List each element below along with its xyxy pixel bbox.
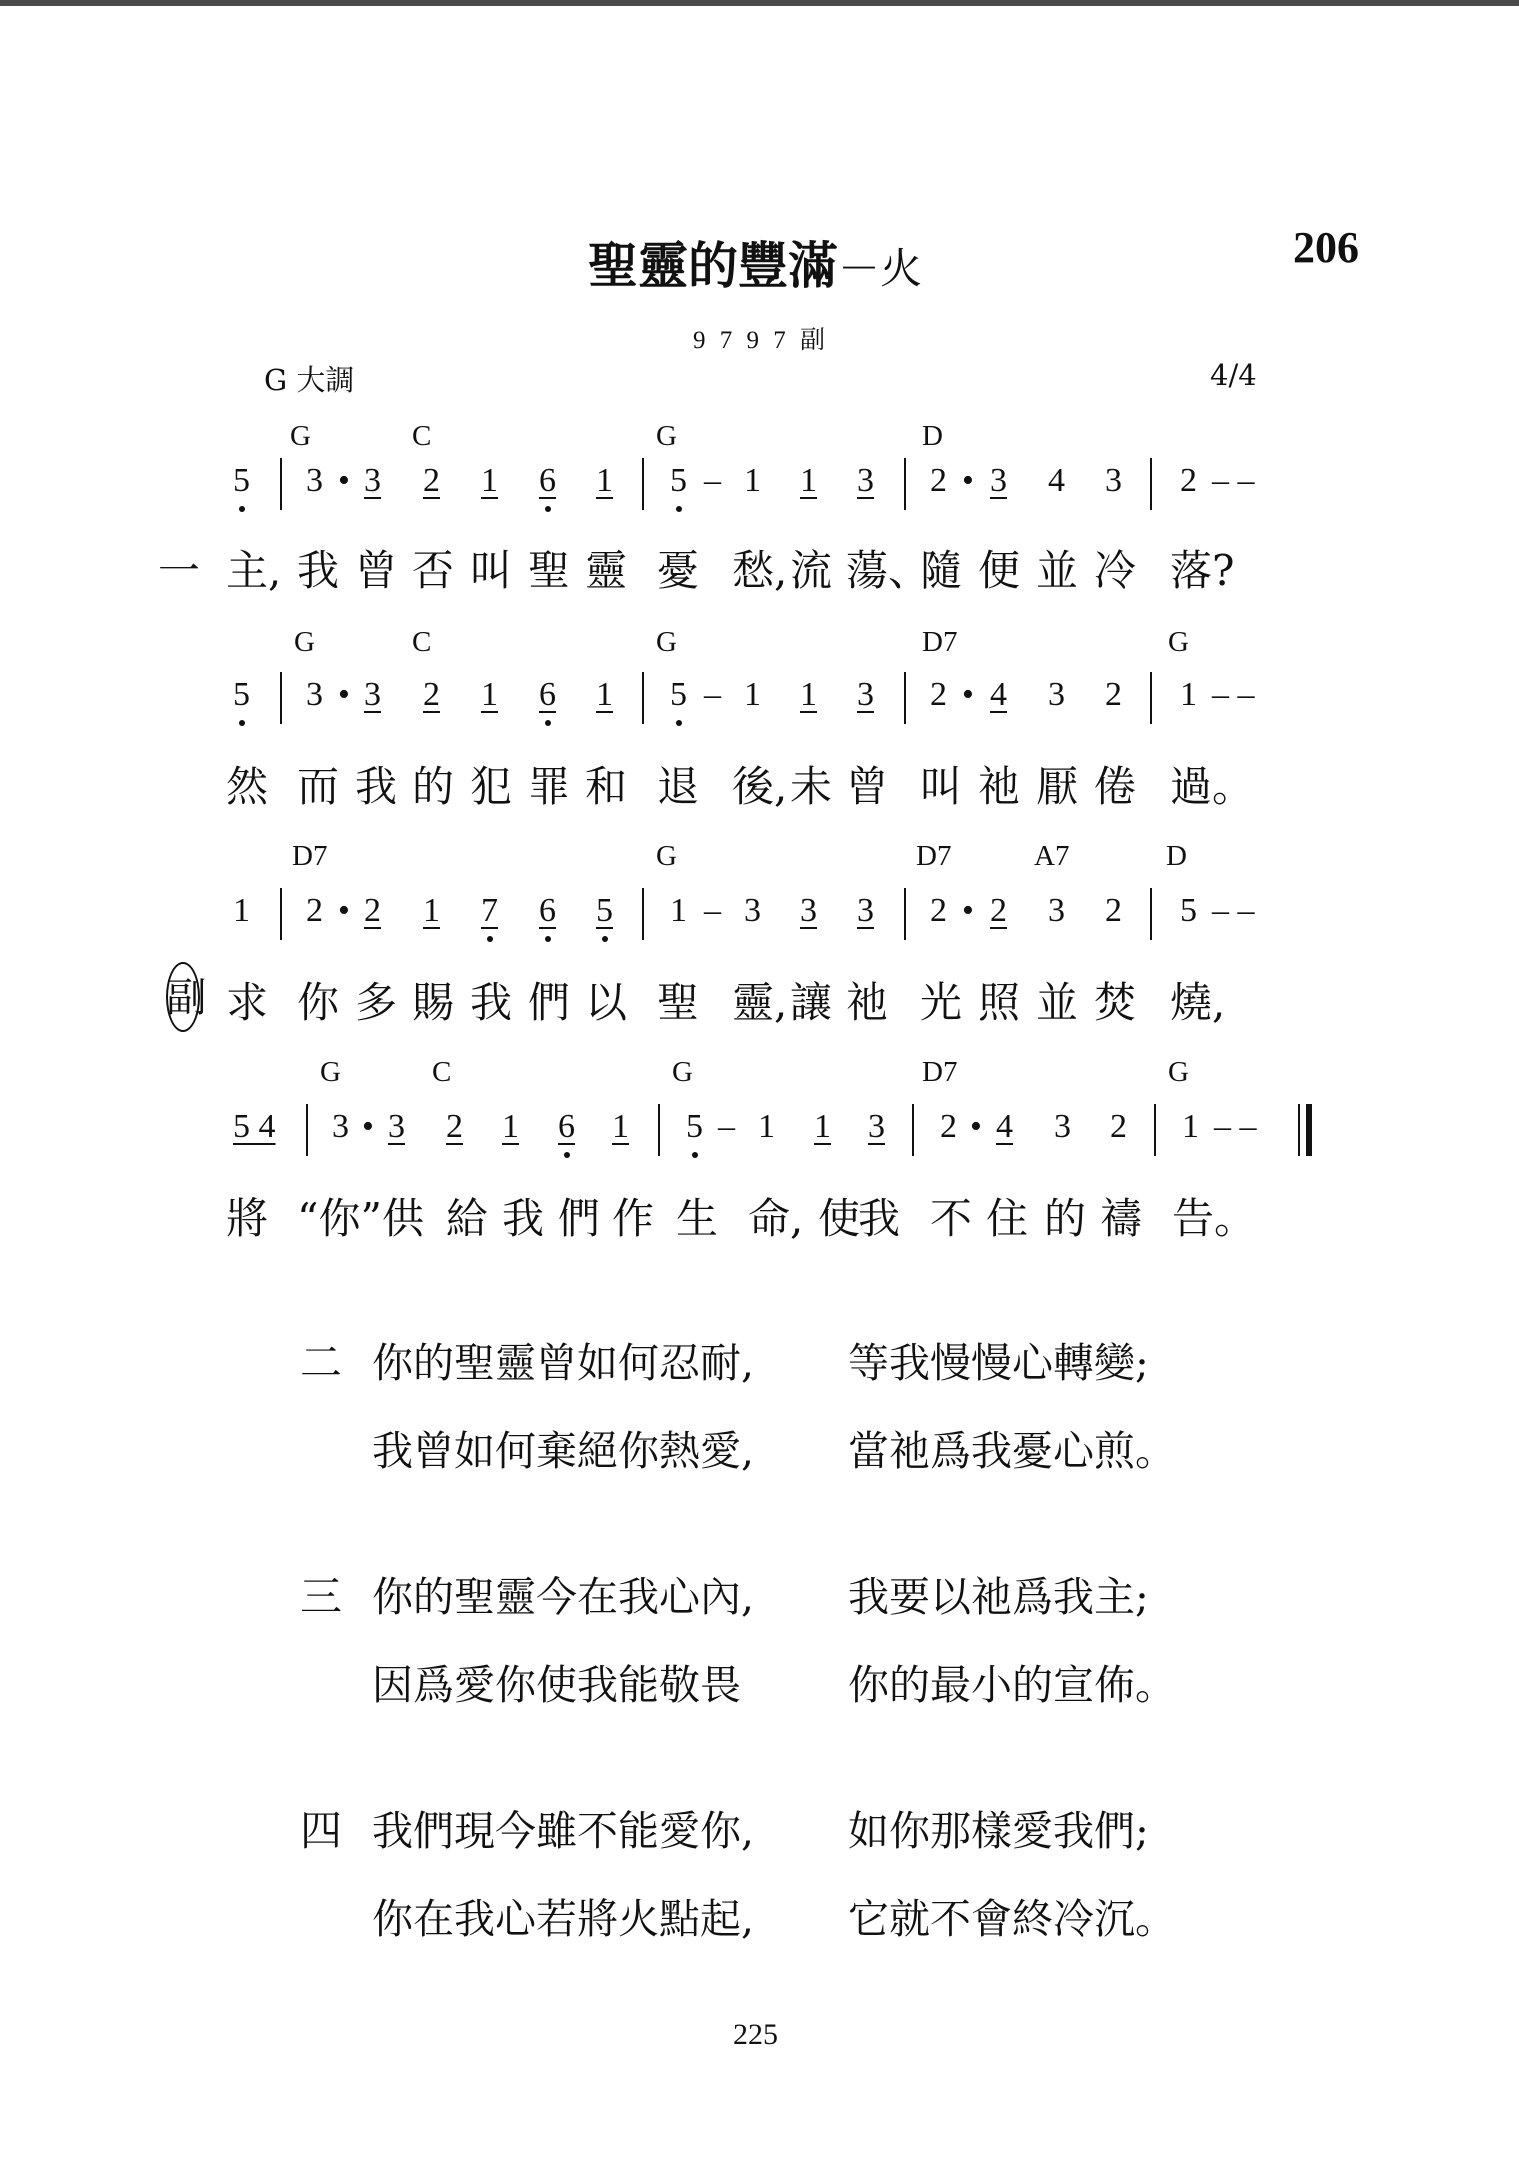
- chord: G: [1168, 626, 1189, 658]
- verse-line: 我要以祂爲我主;: [848, 1573, 1149, 1621]
- lyric-syllable: 叫: [920, 762, 963, 811]
- barline: [904, 888, 906, 940]
- lyric-syllable: 我: [470, 978, 513, 1027]
- verse-line: 你在我心若將火點起,: [372, 1895, 755, 1943]
- lyric-syllable: 賜: [412, 978, 455, 1027]
- note: 5: [233, 676, 250, 713]
- note: 5 4: [233, 1108, 276, 1145]
- note: 1: [744, 462, 761, 499]
- note: 1: [481, 462, 498, 499]
- verse-label: 二: [300, 1338, 343, 1387]
- hymn-title-main: 聖靈的豐滿: [588, 237, 838, 295]
- lyric-syllable: 你: [297, 978, 340, 1027]
- lyric-syllable: 而: [297, 762, 340, 811]
- chord: G: [294, 626, 315, 658]
- note: 1: [1182, 1108, 1199, 1145]
- verse-label: 四: [300, 1806, 343, 1855]
- note: 1: [596, 462, 613, 499]
- hymn-title-suffix: －火: [838, 244, 923, 293]
- note: 3: [800, 892, 817, 929]
- lyric-syllable: 愁,: [732, 546, 788, 595]
- lyric-syllable: 落?: [1170, 546, 1235, 595]
- lyric-syllable: 罪: [528, 762, 571, 811]
- note: 2: [1180, 462, 1197, 499]
- dot-rhythm: •: [962, 892, 974, 929]
- chord: G: [656, 420, 677, 452]
- note: 3: [306, 462, 323, 499]
- lyric-syllable: 隨: [920, 546, 963, 595]
- lyric-syllable: 以: [585, 978, 628, 1027]
- dash: – –: [1212, 676, 1255, 713]
- chord: D7: [916, 840, 952, 872]
- lyric-syllable: 們: [558, 1194, 601, 1243]
- dot-rhythm: •: [962, 462, 974, 499]
- lyric-syllable: 叫: [470, 546, 513, 595]
- note: 6: [558, 1108, 575, 1145]
- lyric-syllable: 曾: [355, 546, 398, 595]
- verse-line: 它就不會終冷沉。: [848, 1895, 1176, 1943]
- barline: [280, 888, 282, 940]
- barline: [306, 1104, 308, 1156]
- barline: [1154, 1104, 1156, 1156]
- lyric-syllable: 憂: [657, 546, 700, 595]
- lyric-syllable: 禱: [1100, 1194, 1143, 1243]
- note: 4: [990, 676, 1007, 713]
- lyric-syllable: 我: [858, 1194, 901, 1243]
- lyric-syllable: 退: [657, 762, 700, 811]
- chord: D: [1166, 840, 1187, 872]
- lyric-syllable: 給: [446, 1194, 489, 1243]
- meter: 9 7 9 7 副: [693, 327, 830, 354]
- note: 1: [233, 892, 250, 929]
- verse-line: 等我慢慢心轉變;: [848, 1339, 1149, 1387]
- barline: [658, 1104, 660, 1156]
- chord: D7: [922, 626, 958, 658]
- note: 1: [596, 676, 613, 713]
- hymn-title: [588, 226, 922, 298]
- lyric-syllable: 靈: [585, 546, 628, 595]
- lyric-syllable: 冷: [1094, 546, 1137, 595]
- lyric-syllable: 流: [790, 546, 833, 595]
- lyric-syllable: 們: [528, 978, 571, 1027]
- chord: D7: [292, 840, 328, 872]
- lyric-syllable: 未: [790, 762, 833, 811]
- lyric-syllable: 使: [818, 1194, 861, 1243]
- lyric-syllable: 祂: [978, 762, 1021, 811]
- note: 2: [423, 462, 440, 499]
- dash: –: [704, 892, 721, 929]
- note: 3: [990, 462, 1007, 499]
- lyric-syllable: 和: [585, 762, 628, 811]
- dot-rhythm: •: [962, 676, 974, 713]
- lyric-syllable: 將: [226, 1194, 269, 1243]
- barline: [1150, 672, 1152, 724]
- verse-line: 你的聖靈今在我心內,: [372, 1573, 755, 1621]
- time-signature: 4/4: [1210, 358, 1257, 392]
- dash: –: [718, 1108, 735, 1145]
- note: 2: [930, 676, 947, 713]
- note: 3: [1048, 676, 1065, 713]
- lyric-syllable: 厭: [1036, 762, 1079, 811]
- lyric-syllable: 聖: [657, 978, 700, 1027]
- lyric-syllable: “你”供: [297, 1194, 424, 1243]
- lyric-syllable: 祂: [846, 978, 889, 1027]
- note: 2: [364, 892, 381, 929]
- note: 1: [502, 1108, 519, 1145]
- lyric-syllable: 便: [978, 546, 1021, 595]
- lyric-syllable: 住: [986, 1194, 1029, 1243]
- lyric-syllable: 照: [978, 978, 1021, 1027]
- lyric-syllable: 靈,: [732, 978, 788, 1027]
- barline: [642, 458, 644, 510]
- note: 1: [670, 892, 687, 929]
- lyric-syllable: 命,: [748, 1194, 804, 1243]
- note: 4: [996, 1108, 1013, 1145]
- note: 1: [481, 676, 498, 713]
- lyric-syllable: 我: [297, 546, 340, 595]
- lyric-syllable: 曾: [846, 762, 889, 811]
- verse-line: 我們現今雖不能愛你,: [372, 1807, 755, 1855]
- note: 3: [306, 676, 323, 713]
- lyric-syllable: 犯: [470, 762, 513, 811]
- note: 3: [1105, 462, 1122, 499]
- note: 3: [857, 462, 874, 499]
- note: 2: [306, 892, 323, 929]
- dash: – –: [1212, 462, 1255, 499]
- note: 7: [481, 892, 498, 929]
- barline: [912, 1104, 914, 1156]
- note: 4: [1048, 462, 1065, 499]
- note: 2: [990, 892, 1007, 929]
- note: 5: [670, 676, 687, 713]
- verse-line: 當祂爲我憂心煎。: [848, 1427, 1176, 1475]
- note: 6: [539, 892, 556, 929]
- dash: –: [704, 462, 721, 499]
- note: 2: [446, 1108, 463, 1145]
- note: 1: [800, 676, 817, 713]
- note: 1: [1180, 676, 1197, 713]
- refrain-label: 副: [160, 976, 206, 1016]
- chord: G: [672, 1056, 693, 1088]
- note: 3: [857, 676, 874, 713]
- page-number: 225: [733, 2018, 778, 2051]
- note: 2: [1105, 676, 1122, 713]
- chord: C: [432, 1056, 452, 1088]
- dot-rhythm: •: [970, 1108, 982, 1145]
- note: 1: [814, 1108, 831, 1145]
- lyric-syllable: 光: [920, 978, 963, 1027]
- note: 3: [1048, 892, 1065, 929]
- verse-line: 你的聖靈曾如何忍耐,: [372, 1339, 755, 1387]
- lyric-syllable: 告。: [1172, 1194, 1257, 1243]
- note: 5: [670, 462, 687, 499]
- lyric-syllable: 蕩、: [846, 546, 931, 595]
- lyric-syllable: 求: [226, 978, 269, 1027]
- verse-line: 因爲愛你使我能敬畏: [372, 1661, 741, 1709]
- dot-rhythm: •: [362, 1108, 374, 1145]
- note: 3: [868, 1108, 885, 1145]
- lyric-syllable: 焚: [1094, 978, 1137, 1027]
- chord: G: [656, 840, 677, 872]
- dot-rhythm: •: [338, 676, 350, 713]
- note: 3: [744, 892, 761, 929]
- hymn-number: 206: [1293, 223, 1359, 272]
- note: 3: [364, 462, 381, 499]
- note: 3: [1054, 1108, 1071, 1145]
- note: 3: [364, 676, 381, 713]
- lyric-syllable: 後,: [732, 762, 788, 811]
- lyric-syllable: 生: [676, 1194, 719, 1243]
- lyric-syllable: 倦: [1094, 762, 1137, 811]
- barline: [904, 458, 906, 510]
- final-barline-thick: [1306, 1104, 1312, 1156]
- lyric-syllable: 我: [502, 1194, 545, 1243]
- barline: [280, 672, 282, 724]
- note: 1: [800, 462, 817, 499]
- lyric-syllable: 多: [355, 978, 398, 1027]
- lyric-syllable: 讓: [790, 978, 833, 1027]
- note: 2: [423, 676, 440, 713]
- barline: [642, 672, 644, 724]
- dash: – –: [1214, 1108, 1257, 1145]
- chord: D7: [922, 1056, 958, 1088]
- lyric-syllable: 否: [412, 546, 455, 595]
- lyric-syllable: 我: [355, 762, 398, 811]
- chord: C: [412, 420, 432, 452]
- barline: [1150, 888, 1152, 940]
- note: 2: [1110, 1108, 1127, 1145]
- note: 5: [686, 1108, 703, 1145]
- note: 1: [758, 1108, 775, 1145]
- dash: – –: [1212, 892, 1255, 929]
- note: 3: [388, 1108, 405, 1145]
- note: 2: [930, 892, 947, 929]
- chord: G: [320, 1056, 341, 1088]
- lyric-syllable: 主,: [226, 546, 282, 595]
- note: 3: [332, 1108, 349, 1145]
- verse-line: 我曾如何棄絕你熱愛,: [372, 1427, 755, 1475]
- final-barline-thin: [1298, 1104, 1300, 1156]
- lyric-syllable: 的: [1044, 1194, 1087, 1243]
- top-border: [0, 0, 1519, 6]
- verse-label: 三: [300, 1572, 343, 1621]
- lyric-syllable: 不: [930, 1194, 973, 1243]
- lyric-syllable: 過。: [1170, 762, 1255, 811]
- lyric-syllable: 並: [1036, 978, 1079, 1027]
- note: 3: [857, 892, 874, 929]
- lyric-syllable: 並: [1036, 546, 1079, 595]
- verse-line: 你的最小的宣佈。: [848, 1661, 1176, 1709]
- note: 2: [940, 1108, 957, 1145]
- note: 6: [539, 676, 556, 713]
- note: 6: [539, 462, 556, 499]
- lyric-syllable: 聖: [528, 546, 571, 595]
- lyric-syllable: 的: [412, 762, 455, 811]
- note: 2: [930, 462, 947, 499]
- note: 1: [423, 892, 440, 929]
- note: 5: [596, 892, 613, 929]
- chord: D: [922, 420, 943, 452]
- lyric-syllable: 作: [612, 1194, 655, 1243]
- note: 1: [612, 1108, 629, 1145]
- key-signature: G 大調: [264, 363, 355, 397]
- note: 5: [1180, 892, 1197, 929]
- barline: [904, 672, 906, 724]
- note: 1: [744, 676, 761, 713]
- chord: G: [290, 420, 311, 452]
- chord: A7: [1034, 840, 1070, 872]
- dot-rhythm: •: [338, 462, 350, 499]
- note: 2: [1105, 892, 1122, 929]
- chord: G: [656, 626, 677, 658]
- chord: G: [1168, 1056, 1189, 1088]
- verse-line: 如你那樣愛我們;: [848, 1807, 1149, 1855]
- lyric-syllable: 燒,: [1170, 978, 1226, 1027]
- barline: [642, 888, 644, 940]
- barline: [280, 458, 282, 510]
- note: 5: [233, 462, 250, 499]
- barline: [1150, 458, 1152, 510]
- chord: C: [412, 626, 432, 658]
- lyric-syllable: 然: [226, 762, 269, 811]
- dash: –: [704, 676, 721, 713]
- verse-label: 一: [158, 546, 201, 595]
- dot-rhythm: •: [338, 892, 350, 929]
